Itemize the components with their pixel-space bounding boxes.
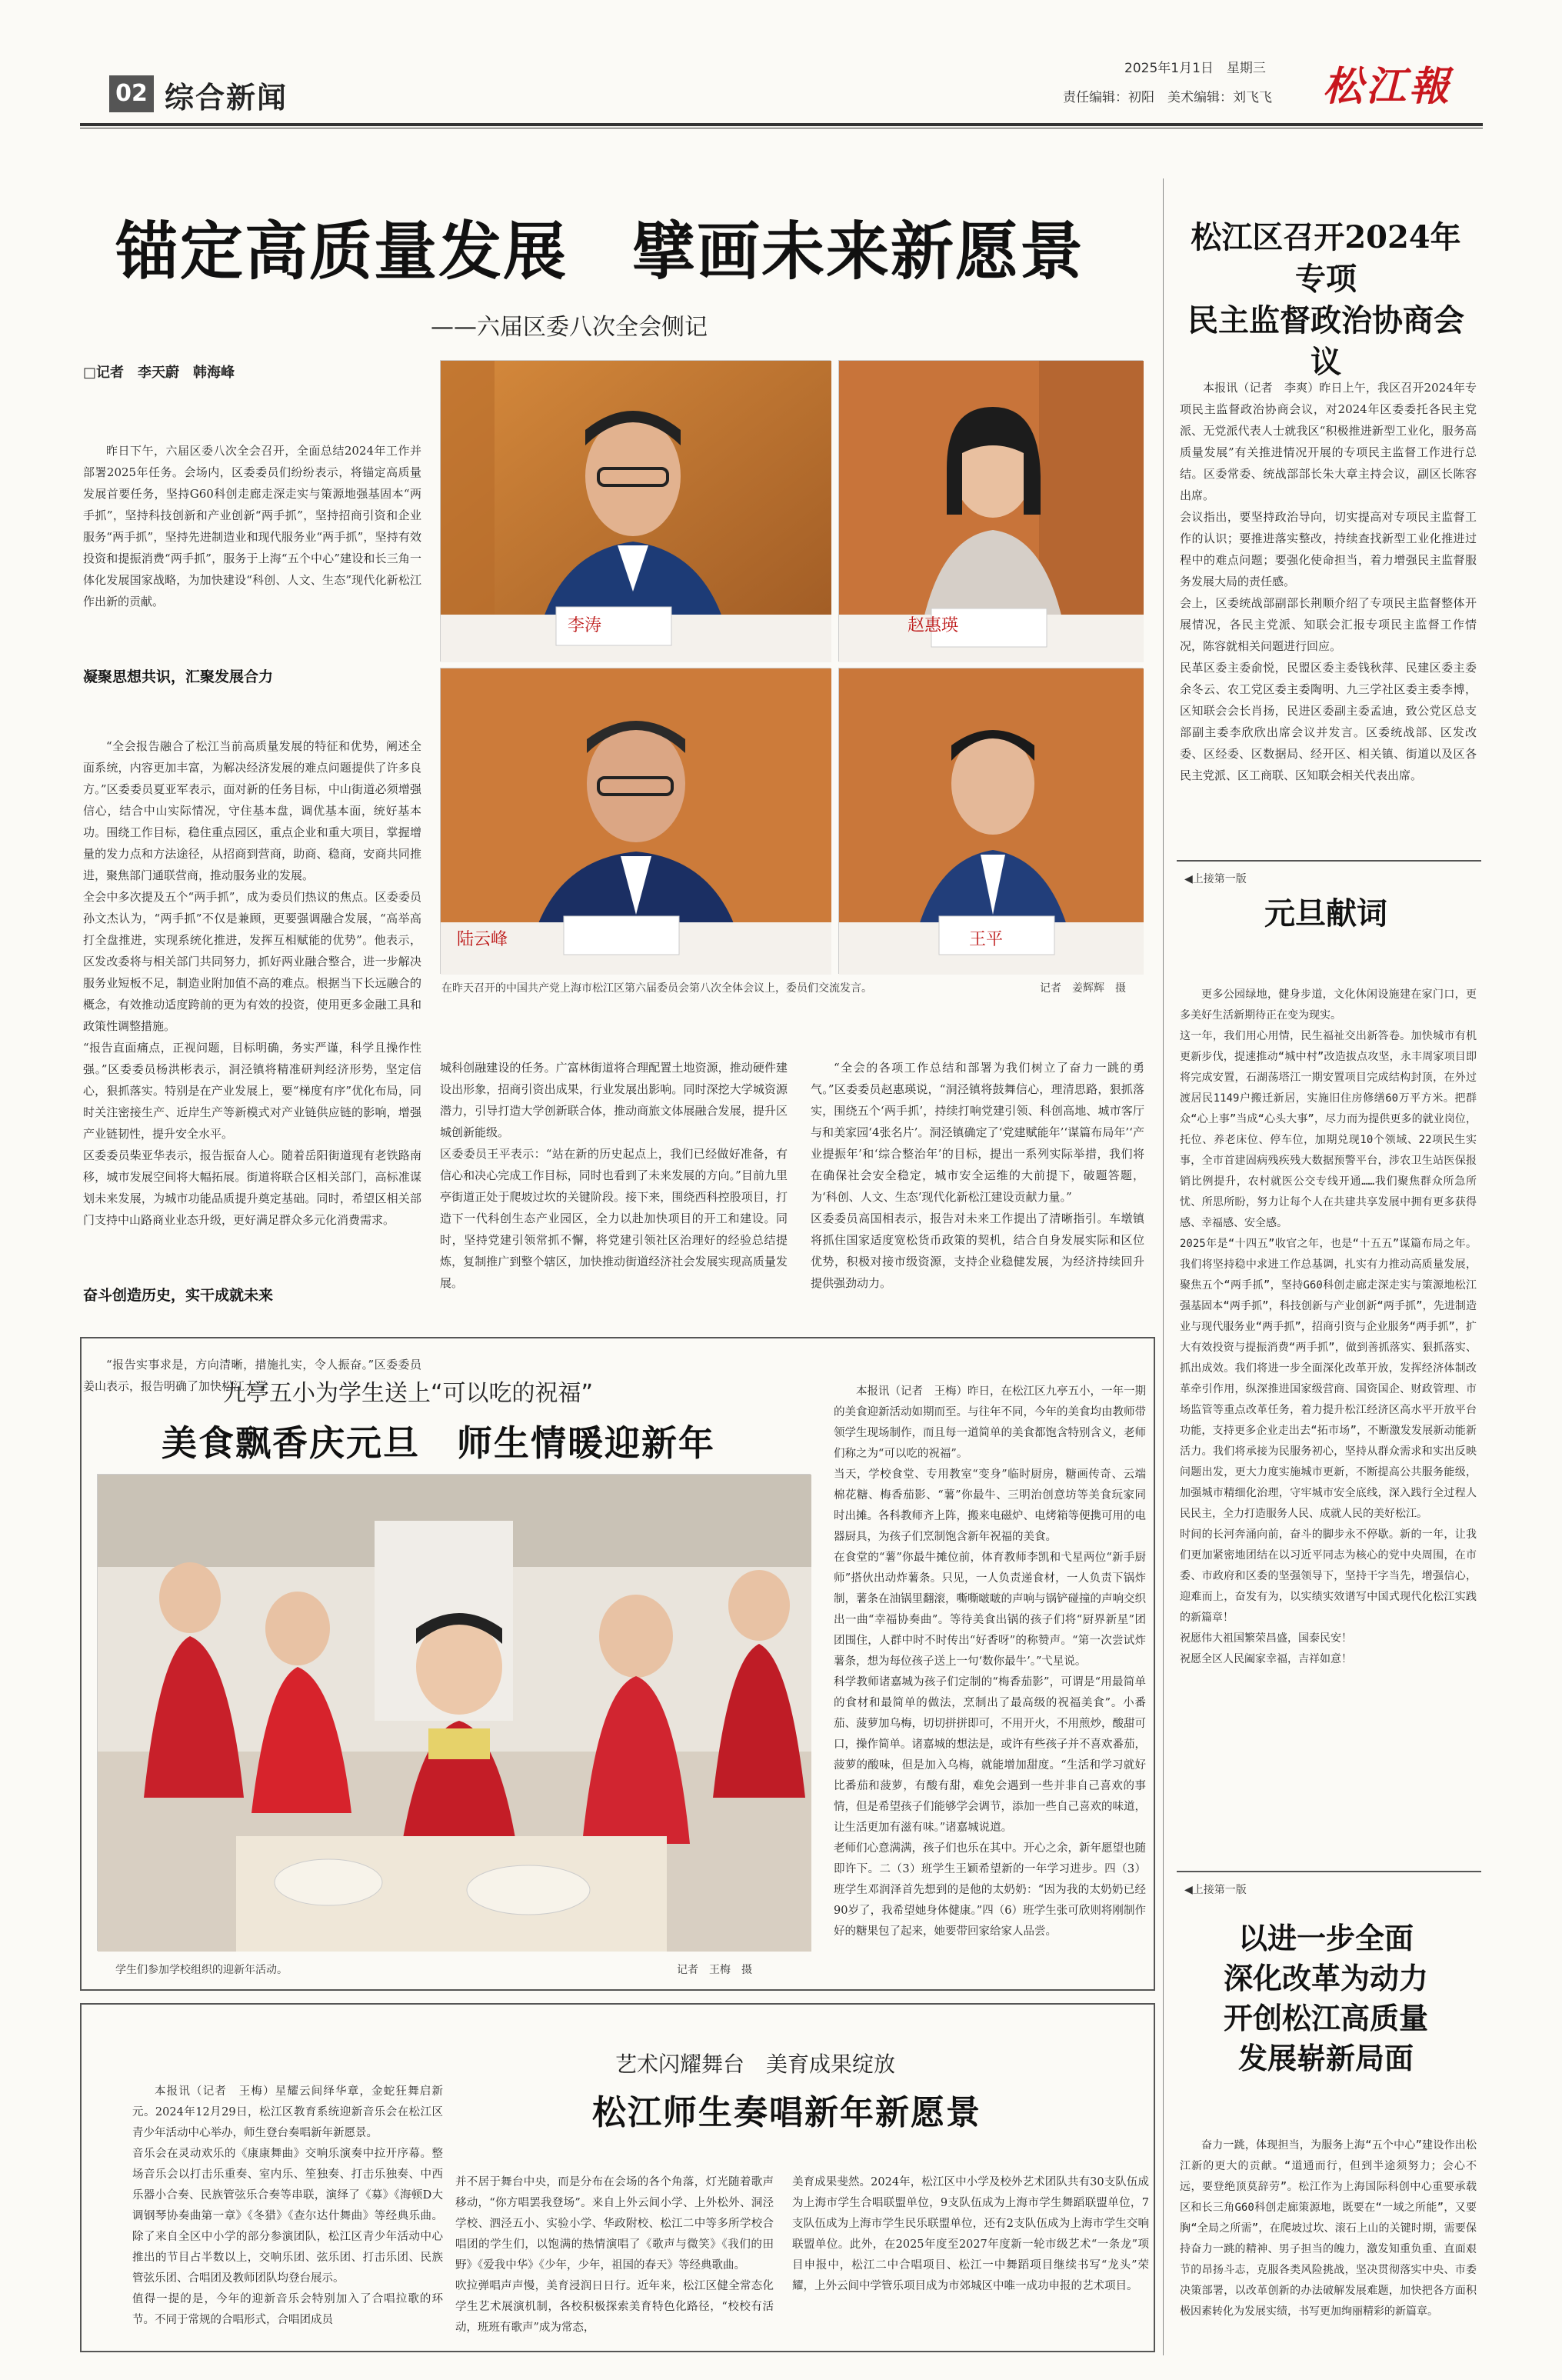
main-lead-paragraph: 昨日下午，六届区委八次全会召开，全面总结2024年工作并部署2025年任务。会场内，区委委员们纷纷表示，将锚定高质量发展首要任务，坚持G60科创走廊走深走实与策源地强基固本“两手抓”，坚持科技创新和产业创新“两手抓”，坚持招商引资和企业服务“两手抓”，坚持先进制造业和现代服务业“两手抓”，坚持有效投资和提振消费“两手抓”，服务于上海“五个中心”建设和长三角一体化发展国家战略，为加快建设“科创、人文、生态”现代化新松江作出新的贡献。 <box>83 444 421 608</box>
story3-col3-text: 美育成果斐然。2024年，松江区中小学及校外艺术团队共有30支队伍成为上海市学生合唱联盟单位，9支队伍成为上海市学生舞蹈联盟单位，7支队伍成为上海市学生民乐联盟单位，还有2支队伍成为上海市学生交响联盟单位。此外，在2025年度至2027年度新一轮市级艺术“一条龙”项目申报中，松江二中合唱项目、松江一中舞蹈项目继续书写“龙头”荣耀，上外云间中学管乐项目成为市郊城区中唯一成功申报的艺术项目。 <box>792 2176 1149 2292</box>
main-col3-body: “全会的各项工作总结和部署为我们树立了奋力一跳的勇气。”区委委员赵惠瑛说，“洞泾镇将鼓舞信心，理清思路，狠抓落实，围绕五个‘两手抓’，持续打响党建引领、科创高地、城市客厅与和美家园‘4张名片’。洞泾镇确定了‘党建赋能年’‘谋篇布局年’‘产业提振年’和‘综合整治年’的目标，提出一系列实际举措，我们将在确保社会安全稳定，城市安全运维的大前提下，破题答题，为‘科创、人文、生态’现代化新松江建设贡献力量。” 区委委员高国相表示，报告对未来工作提出了清晰指引。车墩镇将抓住国家适度宽松货币政策的契机，结合自身发展实际和区位优势，积极对接市级资源，支持企业稳健发展，为经济持续回升提供强劲动力。 <box>811 1061 1144 1290</box>
main-subhead-1: 凝聚思想共识，汇聚发展合力 <box>83 668 274 685</box>
photo-caption: 在昨天召开的中国共产党上海市松江区第六届委员会第八次全体会议上，委员们交流发言。 <box>441 982 872 995</box>
story2-text: 本报讯（记者 王梅）昨日，在松江区九亭五小，一年一期的美食迎新活动如期而至。与往年不同，今年的美食均由教师带领学生现场制作，而且每一道简单的美食都饱含特别含义，老师们称之为“可以吃的祝福”。 当天，学校食堂、专用教室“变身”临时厨房，糖画传奇、云端棉花糖、梅香茄影、“薯”你最牛、三明治创意坊等美食玩家同时出摊。各科教师齐上阵，搬来电磁炉、电烤箱等便携可用的电器厨具，为孩子们烹制饱含新年祝福的美食。 在食堂的“薯”你最牛摊位前，体育教师李凯和弋星两位“新手厨师”搭伙出动炸薯条。只见，一人负责递食材，一人负责下锅炸制，薯条在油锅里翻滚，嘶嘶啵啵的声响与锅铲碰撞的声响交织出一曲“幸福协奏曲”。等待美食出锅的孩子们将“厨界新星”团团围住，人群中时不时传出“好香呀”的称赞声。“第一次尝试炸薯条，想为每位孩子送上一句‘数你最牛’。”弋星说。 科学教师诸嘉城为孩子们定制的“梅香茄影”，可谓是“用最简单的食材和最简单的做法，烹制出了最高级的祝福美食”。小番茄、菠萝加乌梅，切切拼拼即可，不用开火，不用煎炒，酸甜可口，操作简单。诸嘉城的想法是，或许有些孩子并不喜欢番茄，菠萝的酸味，但是加入乌梅，就能增加甜度。“生活和学习就好比番茄和菠萝，有酸有甜，难免会遇到一些并非自己喜欢的事情，但是希望孩子们能够学会调节，添加一些自己喜欢的味道，让生活更加有滋有味。”诸嘉城说道。 老师们心意满满，孩子们也乐在其中。开心之余，新年愿望也随即许下。二（3）班学生王颖希望新的一年学习进步。四（3）班学生邓润泽首先想到的是他的太奶奶：“因为我的太奶奶已经90岁了，我希望她身体健康。”四（6）班学生张可欣则将刚制作好的糖果包了起来，她要带回家给家人品尝。 <box>834 1385 1146 1938</box>
main-headline: 锚定高质量发展 擘画未来新愿景 <box>115 215 1085 288</box>
story2-photo-caption: 学生们参加学校组织的迎新年活动。 <box>115 1964 288 1976</box>
right-divider-2 <box>1177 1871 1481 1872</box>
editor-credits: 责任编辑：初阳 美术编辑：刘飞飞 <box>1063 90 1272 105</box>
story2-photo-students <box>97 1474 811 1951</box>
newspaper-logo: 松江報 <box>1323 63 1453 110</box>
main-byline: □记者 李天蔚 韩海峰 <box>83 365 235 381</box>
right-story3-text: 奋力一跳，体现担当，为服务上海“五个中心”建设作出松江新的更大的贡献。“道通而行，但到半途须努力；会心不远，要登绝顶莫辞劳”。松江作为上海国际科创中心重要承载区和长三角G60科创走廊策源地，既要在“一域之所能”，又要胸“全局之所需”，在爬坡过坎、滚石上山的关键时期，需要保持奋力一跳的精神、男子担当的魄力，激发知重负重、直面艰节的昂扬斗志，克服各类风险挑战，坚决贯彻落实中央、市委决策部署，以改革创新的办法破解发展难题，加快把各方面积极因素转化为发展实绩，书写更加绚丽精彩的新篇章。 <box>1180 2139 1477 2318</box>
story2-headline: 美食飘香庆元旦 师生情暖迎新年 <box>162 1422 715 1464</box>
story3-column-3 <box>792 2131 1149 2346</box>
nameplate-zhao-huiying: 赵惠瑛 <box>908 616 959 635</box>
story2-photo-credit: 记者 王梅 摄 <box>677 1964 752 1976</box>
header-rule <box>80 123 1483 126</box>
story3-col2-text: 并不居于舞台中央，而是分布在会场的各个角落，灯光随着歌声移动，“你方唱罢我登场”。来自上外云间小学、上外松外、洞泾学校、泗泾五小、实验小学、华政附校、松江二中等多所学校合唱团的学生们，以饱满的热情演唱了《歌声与微笑》《我们的田野》《爱我中华》《少年，少年，祖国的春天》等经典歌曲。 吹拉弹唱声声慢，美育浸润日日行。近年来，松江区健全常态化学生艺术展演机制，各校积极探索美育特色化路径，“校校有活动，班班有歌声”成为常态， <box>455 2176 774 2334</box>
right-story1-text: 本报讯（记者 李爽）昨日上午，我区召开2024年专项民主监督政治协商会议，对2024年区委委托各民主党派、无党派代表人士就我区“积极推进新型工业化，服务高质量发展”有关推进情况开展的专项民主监督工作进行总结。区委常委、统战部部长朱大章主持会议，副区长陈容出席。 会议指出，要坚持政治导向，切实提高对专项民主监督工作的认识；要推进落实整改，持续查找新型工业化推进过程中的难点问题；要强化使命担当，着力增强民主监督服务发展大局的责任感。 会上，区委统战部副部长荆顺介绍了专项民主监督整体开展情况，各民主党派、知联会汇报专项民主监督工作情况，陈容就相关问题进行回应。 民革区委主委俞悦，民盟区委主委钱秋萍、民建区委主委余冬云、农工党区委主委陶明、九三学社区委主委李博，区知联会会长肖扬，民进区委副主委孟迪，致公党区总支部副主委李欣欣出席会议并发言。区委统战部、区发改委、区经委、区数据局、经开区、相关镇、街道以及区各民主党派、区工商联、区知联会相关代表出席。 <box>1180 381 1477 782</box>
story2-body <box>834 1340 1146 1982</box>
nameplate-wang-ping: 王平 <box>969 930 1004 949</box>
column-divider <box>1163 178 1164 2355</box>
issue-date: 2025年1月1日 星期三 <box>1124 61 1266 76</box>
nameplate-lu-yunfeng: 陆云峰 <box>457 930 508 949</box>
right-story3-title: 以进一步全面 深化改革为动力 开创松江高质量 发展崭新局面 <box>1223 1922 1428 2075</box>
main-subhead-2: 奋斗创造历史，实干成就未来 <box>83 1287 274 1304</box>
right-story2-title: 元旦献词 <box>1264 896 1387 932</box>
story3-column-1 <box>132 2040 443 2345</box>
right-story2-text: 更多公园绿地，健身步道，文化休闲设施建在家门口，更多美好生活新期待正在变为现实。 这一年，我们用心用情，民生福祉交出新答卷。加快城市有机更新步伐，提速推动“城中村”改造拔点攻坚，永丰周家项目即将完成安置，石湖荡塔江一期安置项目完成结构封顶，在外过渡居民1149户搬迁新居，实施旧住房修缮60万平方米。把群众“心上事”当成“心头大事”，尽力而为提供更多的就业岗位，托位、养老床位、停车位，加期兑现10个领域、22项民生实事，全市首建固病残疾残大数据预警平台，涉农卫生站医保报销比例提升，农村就医公交专线开通……我们聚焦群众所急所忧、所思所盼，努力让每个人在共建共享发展中拥有更多获得感、幸福感、安全感。 2025年是“十四五”收官之年，也是“十五五”谋篇布局之年。我们将坚持稳中求进工作总基调，扎实有力推动高质量发展，聚焦五个“两手抓”，坚持G60科创走廊走深走实与策源地松江强基固本“两手抓”，科技创新与产业创新“两手抓”，先进制造业与现代服务业“两手抓”，招商引资与企业服务“两手抓”，扩大有效投资与提振消费“两手抓”，做到善抓落实、狠抓落实、抓出成效。我们将进一步全面深化改革开放，发挥经济体制改革牵引作用，纵深推进国家级营商、国资国企、财政管理、市场监管等重点改革任务，着力提升松江经济区高水平开放平台功能，支持更多企业走出去“拓市场”，不断激发发展新动能新活力。我们将承接为民服务初心，坚持从群众需求和实出反映问题出发，更大力度实施城市更新，不断提高公共服务能级，加强城市精细化治理，守牢城市安全底线，深入践行全过程人民民主，全力打造服务人民、成就人民的美好松江。 时间的长河奔涌向前，奋斗的脚步永不停歇。新的一年，让我们更加紧密地团结在以习近平同志为核心的党中央周围，在市委、市政府和区委的坚强领导下，坚持干字当先，增强信心，迎难而上，奋发有为，以实绩实效谱写中国式现代化松江实践的新篇章！ 祝愿伟大祖国繁荣昌盛，国泰民安！ 祝愿全区人民阖家幸福，吉祥如意！ <box>1180 988 1477 1665</box>
story3-headline: 松江师生奏唱新年新愿景 <box>592 2093 981 2132</box>
main-col1-body: “全会报告融合了松江当前高质量发展的特征和优势，阐述全面系统，内容更加丰富，为解决经济发展的难点问题提供了许多良方。”区委委员夏亚军表示，面对新的任务目标，中山街道必须增强信心，结合中山实际情况，守住基本盘，调优基本面，统好基本功。围绕工作目标，稳住重点园区，重点企业和重大项目，掌握增量的发力点和方法途径，从招商到营商，助商、稳商，安商共同推进，聚焦部门通联营商，推动服务业的发展。 全会中多次提及五个“两手抓”，成为委员们热议的焦点。区委委员孙文杰认为，“两手抓”不仅是兼顾，更要强调融合发展，“高举高打全盘推进，实现系统化推进，发挥互相赋能的优势”。他表示，区发改委将与相关部门共同努力，抓好两业融合整合，进一步解决服务业短板不足，制造业附加值不高的难点。根据当下长远融合的概念，有效推动适度跨前的更为有效的投资，使用更多金融工具和政策性调整措施。 “报告直面痛点，正视问题，目标明确，务实严谨，科学且操作性强。”区委委员杨洪彬表示，洞泾镇将精准研判经济形势，坚定信心，狠抓落实。特别是在产业发展上，要“梯度有序”优化布局，同时关注密接生产、近岸生产等新模式对产业链供应链的影响，增强产业链韧性，提升安全水平。 区委委员柴亚华表示，报告振奋人心。随着岳阳街道现有老铁路南移，城市发展空间将大幅拓展。街道将联合区相关部门，高标准谋划未来发展，为城市功能品质提升奠定基础。同时，希望区相关部门支持中山路商业业态升级，更好满足群众多元化消费需求。 <box>83 739 421 1227</box>
story3-column-2 <box>455 2131 774 2346</box>
main-col1-tail: “报告实事求是，方向清晰，措施扎实，令人振奋。”区委委员姜山表示，报告明确了加快松江大学 <box>83 1358 421 1393</box>
section-title: 综合新闻 <box>165 81 288 115</box>
photo-credit: 记者 姜辉辉 摄 <box>1040 982 1126 995</box>
right-story3-kicker: ◀上接第一版 <box>1184 1884 1247 1896</box>
right-story2-kicker: ◀上接第一版 <box>1184 873 1247 885</box>
main-column-3 <box>811 1014 1144 1322</box>
nameplate-li-tao: 李涛 <box>568 616 602 635</box>
main-column-1 <box>83 397 421 1393</box>
story3-col1-text: 本报讯（记者 王梅）星耀云间绎华章，金蛇狂舞启新元。2024年12月29日，松江区教育系统迎新音乐会在松江区青少年活动中心举办，师生登台奏唱新年新愿景。 音乐会在灵动欢乐的《康康舞曲》交响乐演奏中拉开序幕。整场音乐会以打击乐重奏、室内乐、笙独奏、打击乐独奏、中西乐器小合奏、民族管弦乐合奏等串联，演绎了《募》《海顿D大调钢琴协奏曲第一章》《冬猎》《查尔达什舞曲》等经典乐曲。除了来自全区中小学的部分参演团队，松江区青少年活动中心推出的节目占半数以上，交响乐团、弦乐团、打击乐团、民族管弦乐团、合唱团及教师团队均登台展示。 值得一提的是，今年的迎新音乐会特别加入了合唱拉歌的环节。不同于常规的合唱形式，合唱团成员 <box>132 2085 443 2326</box>
portrait-photo-li-tao <box>440 360 831 662</box>
page-number-badge: 02 <box>109 75 154 112</box>
right-story3-body <box>1180 2094 1477 2355</box>
story3-kicker: 艺术闪耀舞台 美育成果绽放 <box>615 2052 896 2077</box>
main-column-2 <box>440 1014 788 1322</box>
portrait-photo-zhao-huiying <box>838 360 1143 662</box>
main-col2-body: 城科创融建设的任务。广富林街道将合理配置土地资源，推动硬件建设出形象，招商引资出成果，行业发展出影响。同时深挖大学城资源潜力，引导打造大学创新联合体，推动商旅文体展融合发展，提升区城创新能级。 区委委员王平表示：“站在新的历史起点上，我们已经做好准备，有信心和决心完成工作目标，同时也看到了未来发展的方向。”目前九里亭街道正处于爬坡过坎的关键阶段。接下来，围绕西科控股项目，打造下一代科创生态产业园区，全力以赴加快项目的开工和建设。同时，坚持党建引领常抓不懈，将党建引领社区治理好的经验总结提炼，复制推广到整个辖区，加快推动街道经济社会发展实现高质量发展。 <box>440 1061 788 1290</box>
right-story2-body <box>1180 943 1477 1858</box>
right-story1-body <box>1180 334 1477 842</box>
main-subtitle: ——六届区委八次全会侧记 <box>431 314 708 341</box>
right-story1-title: 松江区召开2024年专项 民主监督政治协商会议 <box>1187 219 1464 380</box>
story2-kicker: 九亭五小为学生送上“可以吃的祝福” <box>223 1380 594 1407</box>
right-divider-1 <box>1177 860 1481 862</box>
